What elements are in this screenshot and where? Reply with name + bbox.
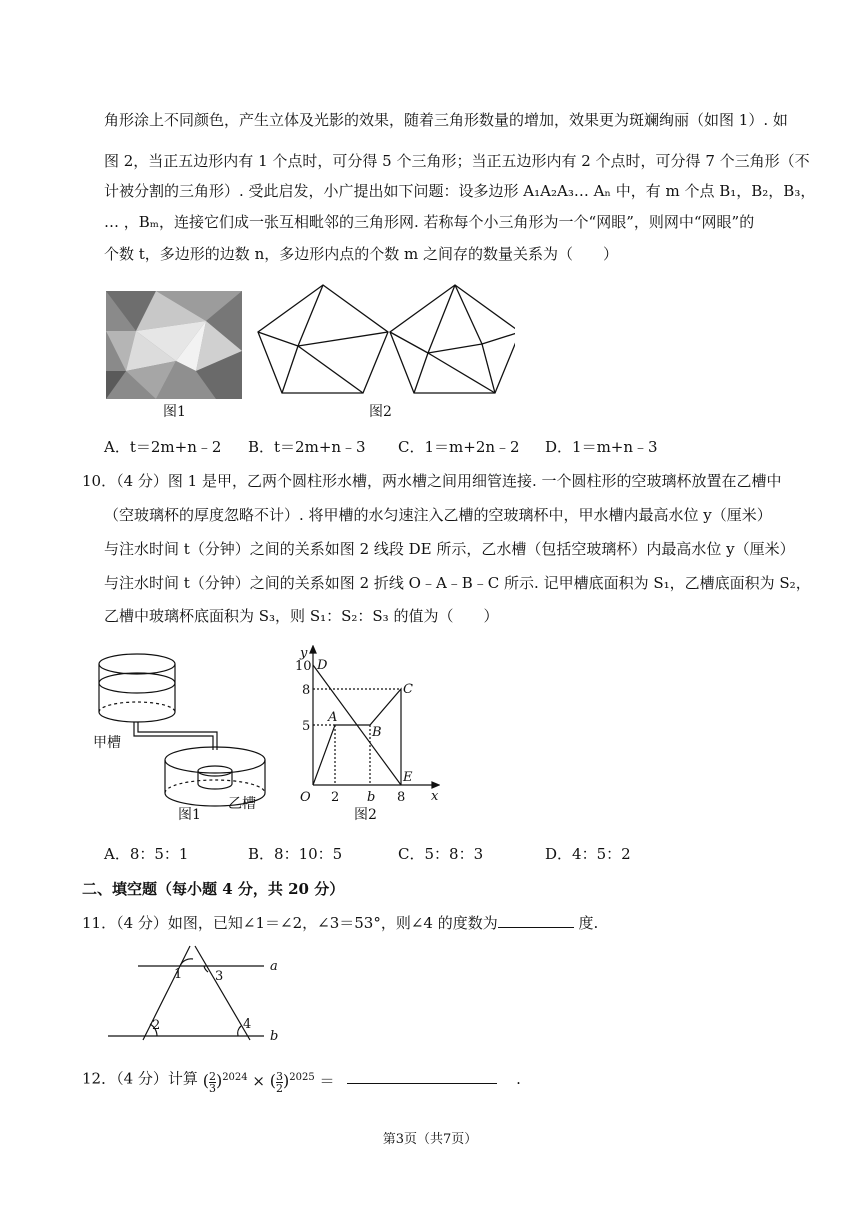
- q10-point-e: E: [403, 770, 413, 785]
- q12-times: ×: [252, 1072, 265, 1090]
- q12-exp1: 2024: [222, 1072, 248, 1083]
- q11-angle-2: 2: [152, 1018, 161, 1033]
- q9-line-1: 角形涂上不同颜色，产生立体及光影的效果，随着三角形数量的增加，效果更为斑斓绚丽（如图 1）. 如: [104, 111, 788, 129]
- q10-tank-a-label: 甲槽: [93, 735, 121, 751]
- q12-frac2-num: 3: [276, 1069, 284, 1083]
- q12-frac1-den: 3: [208, 1081, 216, 1095]
- q9-line-4: … ，Bₘ，连接它们成一张互相毗邻的三角形网. 若称每个小三角形为一个“网眼”，则网中“网眼”的: [104, 213, 755, 231]
- q10-origin-label: O: [300, 790, 311, 805]
- q10-y-axis-label: y: [300, 646, 308, 661]
- q9-option-d[interactable]: D．1＝m+n﹣3: [545, 438, 658, 456]
- q12-exp2: 2025: [289, 1072, 315, 1083]
- q10-x-tick-2: 2: [331, 790, 340, 805]
- page-footer: 第3页（共7页）: [382, 1132, 478, 1147]
- q10-line-2: （空玻璃杯的厚度忽略不计）. 将甲槽的水匀速注入乙槽的空玻璃杯中，甲水槽内最高水位 y（厘米）: [104, 506, 772, 524]
- q12-frac1-num: 2: [208, 1069, 216, 1083]
- q10-point-b: B: [372, 725, 382, 740]
- q11-line-a-label: a: [270, 959, 278, 974]
- section-heading: 二、填空题（每小题 4 分，共 20 分）: [82, 880, 345, 898]
- q9-option-a[interactable]: A．t＝2m+n﹣2: [104, 438, 222, 456]
- q10-option-d[interactable]: D．4：5：2: [545, 845, 631, 863]
- q10-line-5: 乙槽中玻璃杯底面积为 S₃，则 S₁：S₂：S₃ 的值为（ ）: [104, 607, 499, 625]
- q10-fig2-caption: 图2: [354, 807, 377, 823]
- q10-line-3: 与注水时间 t（分钟）之间的关系如图 2 线段 DE 所示，乙水槽（包括空玻璃杯）内最高水位 y（厘米）: [104, 540, 795, 558]
- q10-option-a[interactable]: A．8：5：1: [104, 845, 189, 863]
- q10-x-tick-8: 8: [397, 790, 406, 805]
- q11-text: 11．（4 分）如图，已知∠1＝∠2，∠3＝53°，则∠4 的度数为: [82, 914, 498, 932]
- q11-question: [82, 913, 598, 933]
- q10-option-c[interactable]: C．5：8：3: [398, 845, 484, 863]
- q10-point-d: D: [317, 658, 328, 673]
- q11-angle-4: 4: [243, 1017, 252, 1032]
- q11-line-b-label: b: [270, 1029, 279, 1042]
- q10-line-4: 与注水时间 t（分钟）之间的关系如图 2 折线 O﹣A﹣B﹣C 所示. 记甲槽底面积为 S₁，乙槽底面积为 S₂，: [104, 574, 811, 592]
- q12-prefix: 12．（4 分）计算: [82, 1069, 198, 1088]
- q10-figure2-graph: [290, 645, 440, 805]
- q9-line-3: 计被分割的三角形）. 受此启发，小广提出如下问题：设多边形 A₁A₂A₃… Aₙ 中，有 m 个点 B₁，B₂，B₃，: [104, 182, 816, 200]
- q10-x-axis-label: x: [431, 789, 439, 804]
- q12-frac2-den: 2: [276, 1081, 284, 1095]
- q10-point-a: A: [328, 710, 338, 725]
- q9-line-5: 个数 t，多边形的边数 n，多边形内点的个数 m 之间存的数量关系为（ ）: [104, 245, 618, 263]
- q9-fig2-caption: 图2: [369, 404, 392, 420]
- q10-y-tick-5: 5: [302, 719, 311, 734]
- q10-y-tick-8: 8: [302, 683, 311, 698]
- q10-option-b[interactable]: B．8：10：5: [248, 845, 343, 863]
- q12-question: 12．（4 分）计算 ( $\frac{2}{3}$ )$^{2024}$ × ( $\frac{3}{2}$ )$^{2025}$ ＝ .: [82, 1069, 521, 1095]
- q9-option-b[interactable]: B．t＝2m+n﹣3: [248, 438, 366, 456]
- q10-fig1-caption: 图1: [178, 807, 201, 823]
- q10-y-tick-10: 10: [295, 659, 312, 674]
- q10-tank-b-label: 乙槽: [228, 796, 256, 812]
- q11-figure-lines: [98, 942, 288, 1042]
- q12-end: .: [516, 1069, 521, 1088]
- q12-answer-blank[interactable]: [347, 1069, 497, 1084]
- q10-x-tick-b: b: [367, 790, 376, 805]
- q10-line-1: 10．（4 分）图 1 是甲，乙两个圆柱形水槽，两水槽之间用细管连接. 一个圆柱形的空玻璃杯放置在乙槽中: [82, 472, 782, 490]
- q12-equals: ＝: [319, 1072, 335, 1090]
- q11-unit: 度.: [578, 914, 599, 932]
- q9-figure1-image: [106, 291, 242, 399]
- q9-line-2: 图 2，当正五边形内有 1 个点时，可分得 5 个三角形；当正五边形内有 2 个点时，可分得 7 个三角形（不: [104, 152, 810, 170]
- q11-angle-3: 3: [215, 969, 224, 984]
- q11-angle-1: 1: [174, 967, 183, 982]
- q9-option-c[interactable]: C．1＝m+2n﹣2: [398, 438, 520, 456]
- q11-answer-blank[interactable]: [498, 913, 574, 928]
- q9-fig1-caption: 图1: [163, 404, 186, 420]
- q10-point-c: C: [403, 682, 413, 697]
- q9-figure2-pentagons: [255, 284, 515, 399]
